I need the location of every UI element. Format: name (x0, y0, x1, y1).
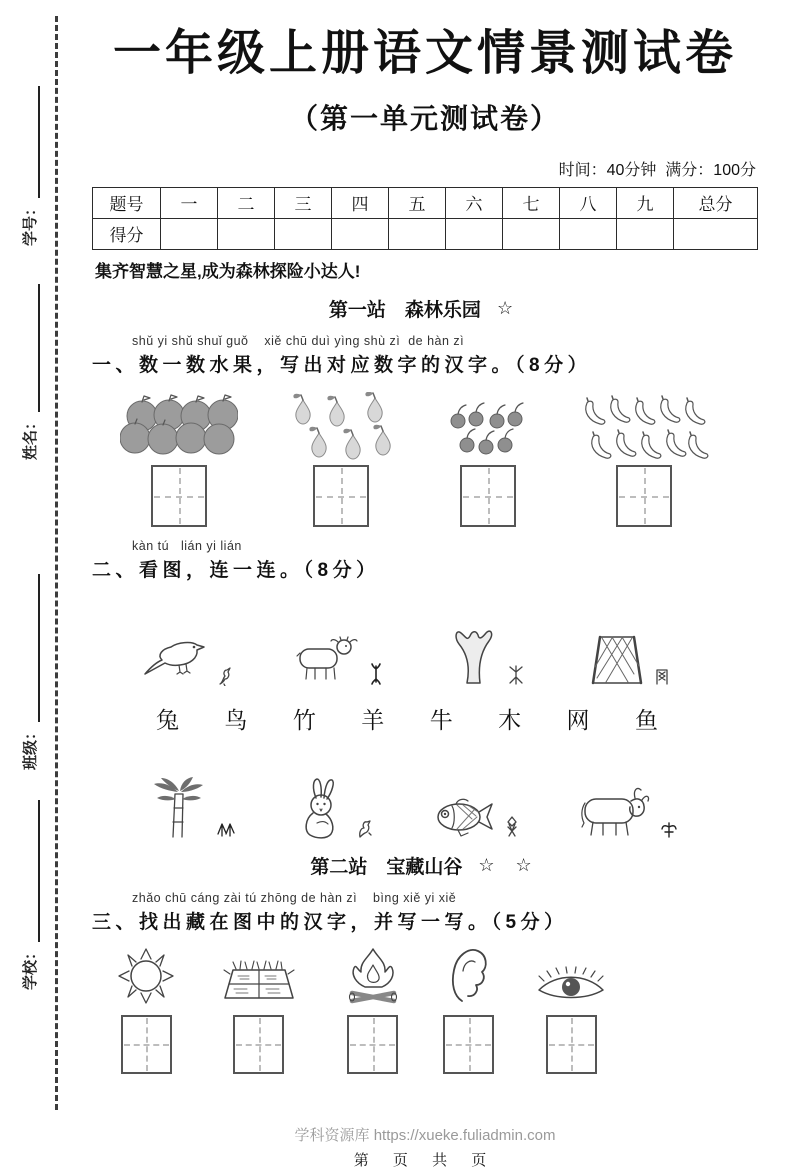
station-2-title: 第二站 宝藏山谷 (310, 856, 463, 878)
match-character[interactable]: 竹 (292, 707, 316, 734)
oracle-bamboo-glyph (216, 821, 236, 839)
match-character[interactable]: 牛 (429, 707, 453, 734)
match-character[interactable]: 网 (566, 707, 590, 734)
oracle-ox-glyph (660, 819, 678, 839)
header-cell: 题号 (93, 187, 161, 218)
page-footer (92, 1124, 758, 1170)
station-2-heading (92, 852, 758, 879)
q3-item-ear (443, 942, 494, 1074)
picture-bird (140, 634, 232, 686)
q3-item-eye (534, 942, 608, 1074)
class-blank[interactable] (25, 574, 40, 722)
score-cell[interactable] (161, 218, 218, 249)
score-cell[interactable] (389, 218, 446, 249)
score-cell[interactable] (617, 218, 674, 249)
seal-field-class (19, 574, 40, 770)
score-cell[interactable] (275, 218, 332, 249)
seal-field-name (19, 284, 40, 460)
oracle-wood-glyph (507, 664, 525, 686)
name-blank[interactable] (25, 284, 40, 412)
fire-icon (342, 942, 404, 1006)
score-cell[interactable] (218, 218, 275, 249)
score-cell[interactable] (560, 218, 617, 249)
q3-item-fire (342, 942, 404, 1074)
station-1-heading (92, 295, 758, 322)
writing-grid[interactable] (151, 465, 207, 527)
sun-icon (116, 942, 176, 1006)
oracle-sheep-glyph (369, 662, 383, 686)
slogan: 集齐智慧之星,成为森林探险小达人! (95, 261, 361, 281)
match-character[interactable]: 羊 (361, 707, 385, 734)
seal-field-student-id (19, 86, 40, 246)
star-icon: ☆ ☆ (478, 854, 540, 875)
pears-icon (285, 391, 397, 461)
q2-text: 二、看图，连一连。（8分） (92, 559, 380, 581)
page-title: 一年级上册语文情景测试卷 (112, 27, 737, 80)
ox-icon (578, 783, 652, 839)
header-cell: 二 (218, 187, 275, 218)
q1-pinyin: shǔ yi shǔ shuǐ guǒ xiě chū duì yìng shù zì de hàn zì (132, 333, 465, 348)
picture-fish (430, 793, 520, 839)
score-table (92, 187, 758, 250)
header-cell: 三 (275, 187, 332, 218)
q3-item-field (216, 942, 302, 1074)
rabbit-icon (294, 777, 348, 839)
fruit-group-pears (285, 391, 397, 527)
page-subtitle: （第一单元测试卷） (289, 102, 560, 134)
school-label: 学校： (22, 944, 39, 990)
name-label: 姓名： (22, 414, 39, 460)
picture-bamboo (148, 777, 236, 839)
writing-grid[interactable] (616, 465, 672, 527)
student-id-label: 学号： (22, 200, 39, 246)
q3-item-sun (116, 942, 176, 1074)
footer-page-number: 第 页 共 页 (353, 1151, 497, 1169)
q3-row (92, 942, 758, 1074)
fruit-group-bananas (578, 391, 710, 527)
score-cell[interactable] (503, 218, 560, 249)
writing-grid[interactable] (313, 465, 369, 527)
score-cell[interactable] (446, 218, 503, 249)
star-icon: ☆ (496, 297, 522, 318)
writing-grid[interactable] (347, 1015, 398, 1074)
header-cell: 七 (503, 187, 560, 218)
picture-ox (578, 783, 678, 839)
score-cell[interactable] (332, 218, 389, 249)
bananas-icon (578, 391, 710, 461)
header-cell: 一 (161, 187, 218, 218)
score-table-score-row (93, 218, 758, 249)
match-character[interactable]: 鸟 (224, 707, 248, 734)
footer-source: 学科资源库 https://xueke.fuliadmin.com (294, 1126, 556, 1144)
q3-text: 三、找出藏在图中的汉字，并写一写。（5分） (92, 911, 568, 933)
match-character[interactable]: 鱼 (634, 707, 658, 734)
header-cell: 五 (389, 187, 446, 218)
picture-net (588, 634, 670, 686)
q2-picture-row-top (92, 600, 758, 686)
fruit-group-cherries (445, 391, 531, 527)
header-cell: 四 (332, 187, 389, 218)
fruit-group-apples (120, 391, 238, 527)
eye-icon (534, 942, 608, 1006)
oracle-net-glyph (654, 668, 670, 686)
match-character[interactable]: 木 (498, 707, 522, 734)
writing-grid[interactable] (233, 1015, 284, 1074)
q2-character-row (92, 702, 758, 735)
score-cell[interactable] (674, 218, 758, 249)
q1-fruit-row (92, 391, 758, 527)
q1-text: 一、数一数水果，写出对应数字的汉字。（8分） (92, 354, 592, 376)
oracle-bird-glyph (216, 666, 232, 686)
class-label: 班级： (22, 724, 39, 770)
writing-grid[interactable] (460, 465, 516, 527)
net-icon (588, 634, 646, 686)
q3-pinyin: zhǎo chū cáng zài tú zhōng de hàn zì bìng xiě yi xiě (132, 890, 457, 905)
seal-dashed-line (55, 16, 58, 1110)
score-table-header-row (93, 187, 758, 218)
header-cell: 九 (617, 187, 674, 218)
writing-grid[interactable] (546, 1015, 597, 1074)
oracle-fish-glyph (504, 815, 520, 839)
seal-field-school (19, 800, 40, 990)
q2-pinyin: kàn tú lián yi lián (132, 538, 242, 553)
fish-icon (430, 793, 496, 839)
station-1-title: 第一站 森林乐园 (328, 299, 481, 321)
sheep-icon (295, 636, 361, 686)
oracle-rabbit-glyph (356, 819, 372, 839)
ear-icon (447, 942, 491, 1006)
bird-icon (140, 634, 208, 686)
bamboo-icon (148, 777, 208, 839)
cherries-icon (445, 391, 531, 461)
header-cell: 总分 (674, 187, 758, 218)
student-id-blank[interactable] (25, 86, 40, 198)
test-paper (92, 24, 758, 1170)
score-row-label: 得分 (93, 218, 161, 249)
school-blank[interactable] (25, 800, 40, 942)
writing-grid[interactable] (121, 1015, 172, 1074)
apples-icon (120, 391, 238, 461)
field-icon (216, 942, 302, 1006)
match-character[interactable]: 兔 (156, 707, 179, 734)
picture-rabbit (294, 777, 372, 839)
writing-grid[interactable] (443, 1015, 494, 1074)
header-cell: 八 (560, 187, 617, 218)
picture-wood (447, 624, 525, 686)
tree-trunk-icon (447, 624, 499, 686)
header-cell: 六 (446, 187, 503, 218)
picture-sheep (295, 636, 383, 686)
q2-picture-row-bottom (92, 747, 758, 839)
time-score-info: 时间：40分钟 满分：100分 (558, 161, 756, 179)
